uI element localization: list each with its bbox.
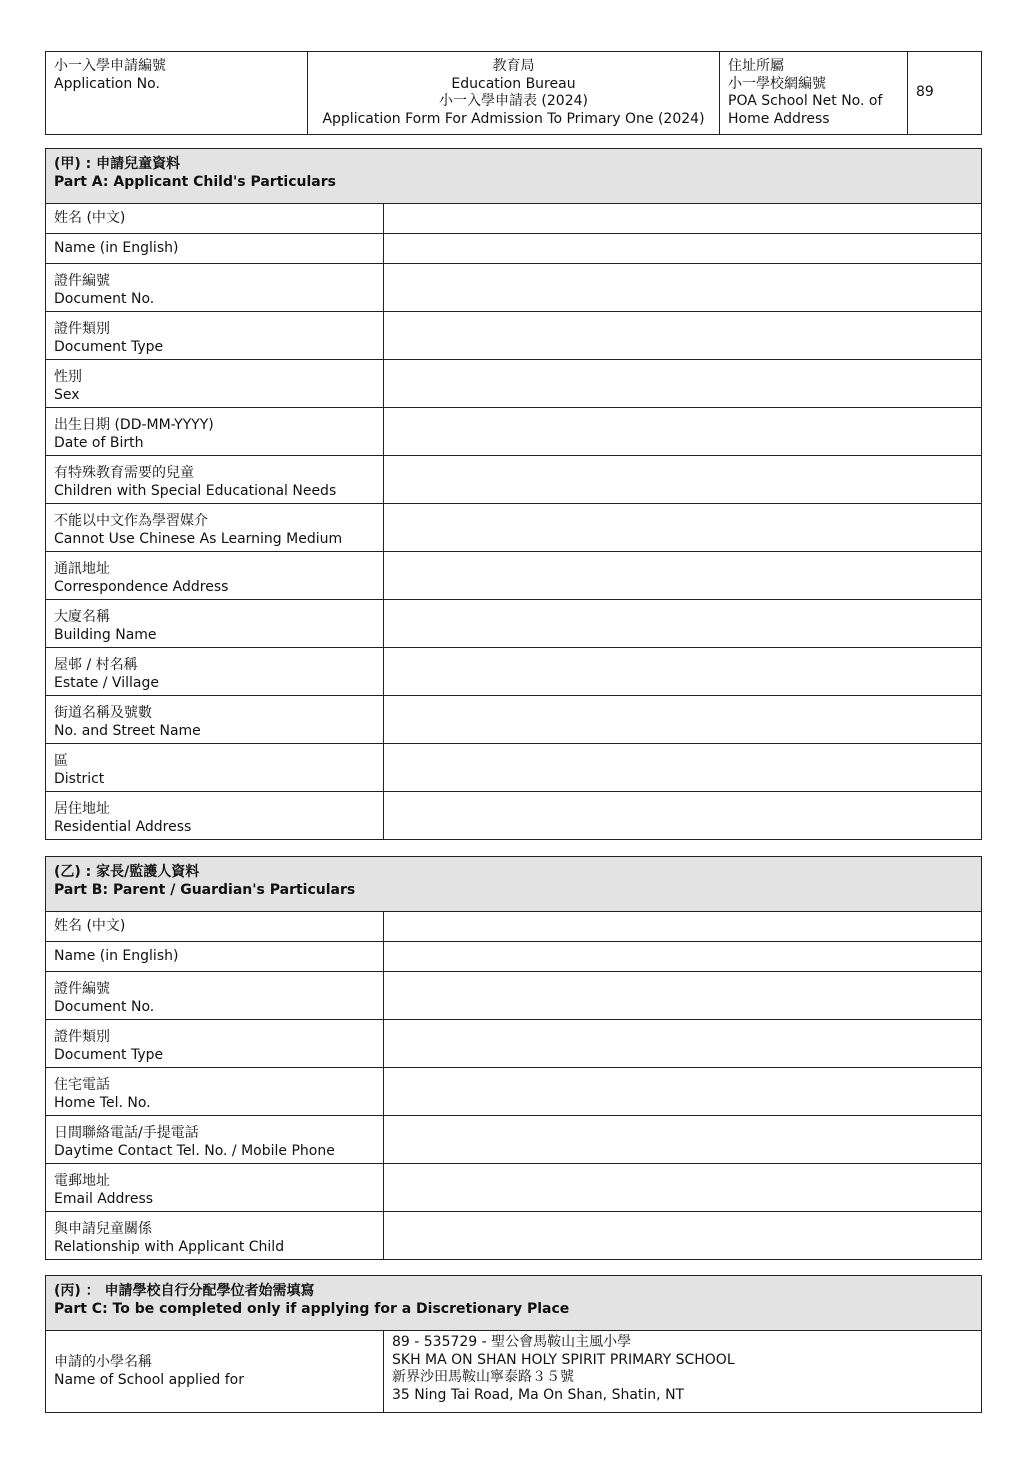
part-a-row-medium <box>45 504 982 552</box>
row-label-zh: 屋邨 / 村名稱 <box>54 657 138 673</box>
guardian-name-en-field[interactable] <box>384 942 981 971</box>
form-header <box>45 51 982 135</box>
part-a-row-street <box>45 696 982 744</box>
row-label <box>46 408 384 455</box>
row-label-zh: 證件類別 <box>54 1029 110 1045</box>
part-b-row-name-en <box>45 942 982 972</box>
school-address-zh: 新界沙田馬鞍山寧泰路３５號 <box>392 1369 574 1385</box>
part-a-row-name-zh <box>45 204 982 234</box>
school-name-en: SKH MA ON SHAN HOLY SPIRIT PRIMARY SCHOOL <box>392 1351 735 1368</box>
school-net-label-en2: Home Address <box>728 110 830 127</box>
row-label <box>46 360 384 407</box>
row-label-zh: 性別 <box>54 369 82 385</box>
name-zh-field[interactable] <box>384 204 981 233</box>
part-c-title-en: Part C: To be completed only if applying for a Discretionary Place <box>54 1301 570 1317</box>
guardian-name-zh-field[interactable] <box>384 912 981 941</box>
guardian-document-type-field[interactable] <box>384 1020 981 1067</box>
row-label <box>46 912 384 941</box>
row-label-en: Residential Address <box>54 818 192 835</box>
row-label <box>46 600 384 647</box>
row-label <box>46 648 384 695</box>
application-no-cell <box>46 52 308 134</box>
part-a-row-estate <box>45 648 982 696</box>
school-applied-value <box>384 1331 981 1412</box>
part-b-row-relationship <box>45 1212 982 1260</box>
row-label-zh: 街道名稱及號數 <box>54 705 152 721</box>
row-label-en: Children with Special Educational Needs <box>54 482 337 499</box>
guardian-document-no-field[interactable] <box>384 972 981 1019</box>
part-c-row-school <box>45 1331 982 1413</box>
row-label-en: Document Type <box>54 338 164 355</box>
row-label-zh: 證件編號 <box>54 981 110 997</box>
estate-village-field[interactable] <box>384 648 981 695</box>
row-label <box>46 312 384 359</box>
row-label-zh: 區 <box>54 753 68 769</box>
school-address-en: 35 Ning Tai Road, Ma On Shan, Shatin, NT <box>392 1386 685 1403</box>
relationship-field[interactable] <box>384 1212 981 1259</box>
row-label-zh: 大廈名稱 <box>54 609 110 625</box>
part-c-title-zh: (丙) ： 申請學校自行分配學位者始需填寫 <box>54 1283 315 1299</box>
row-label-en: Name (in English) <box>54 239 179 256</box>
part-a-row-building <box>45 600 982 648</box>
form-title-cell <box>308 52 720 134</box>
row-label-zh: 姓名 (中文) <box>54 917 126 934</box>
part-a-row-doc-type <box>45 312 982 360</box>
row-label-zh: 與申請兒童關係 <box>54 1221 152 1237</box>
row-label-en: Correspondence Address <box>54 578 229 595</box>
learning-medium-field[interactable] <box>384 504 981 551</box>
part-a-row-name-en <box>45 234 982 264</box>
part-a-row-corr-address <box>45 552 982 600</box>
row-label <box>46 696 384 743</box>
row-label-en: No. and Street Name <box>54 722 201 739</box>
building-name-field[interactable] <box>384 600 981 647</box>
row-label <box>46 1212 384 1259</box>
part-b-row-email <box>45 1164 982 1212</box>
school-net-label-en1: POA School Net No. of <box>728 93 883 109</box>
row-label-zh: 不能以中文作為學習媒介 <box>54 513 208 529</box>
form-title-en: Application Form For Admission To Primary One (2024) <box>322 110 705 127</box>
part-b-row-doc-no <box>45 972 982 1020</box>
form-title-zh: 小一入學申請表 (2024) <box>438 93 588 109</box>
row-label-en: Document No. <box>54 290 155 307</box>
sex-field[interactable] <box>384 360 981 407</box>
row-label-en: Home Tel. No. <box>54 1094 151 1111</box>
row-label <box>46 1068 384 1115</box>
row-label-en: Document Type <box>54 1046 164 1063</box>
document-no-field[interactable] <box>384 264 981 311</box>
part-a-title <box>45 148 982 204</box>
name-en-field[interactable] <box>384 234 981 263</box>
row-label-zh: 出生日期 (DD-MM-YYYY) <box>54 417 214 433</box>
correspondence-address-field[interactable] <box>384 552 981 599</box>
school-net-value: 89 <box>916 84 934 101</box>
row-label-zh: 證件編號 <box>54 273 110 289</box>
part-b-row-name-zh <box>45 912 982 942</box>
row-label-en: District <box>54 770 105 787</box>
part-b-title <box>45 856 982 912</box>
row-label-en: Sex <box>54 386 80 403</box>
part-a-title-zh: (甲) : 申請兒童資料 <box>54 156 181 172</box>
row-label-en: Cannot Use Chinese As Learning Medium <box>54 530 343 547</box>
row-label-zh: 居住地址 <box>54 801 110 817</box>
row-label <box>46 942 384 971</box>
row-label <box>46 792 384 839</box>
school-label-zh: 申請的小學名稱 <box>54 1354 152 1370</box>
row-label-en: Document No. <box>54 998 155 1015</box>
part-a-row-residential <box>45 792 982 840</box>
row-label <box>46 456 384 503</box>
application-no-label-zh: 小一入學申請編號 <box>54 58 166 74</box>
row-label-en: Estate / Village <box>54 674 159 691</box>
part-c-title <box>45 1275 982 1331</box>
row-label <box>46 1331 384 1412</box>
part-a-row-doc-no <box>45 264 982 312</box>
part-a-section <box>45 148 982 840</box>
part-b-title-en: Part B: Parent / Guardian's Particulars <box>54 882 356 898</box>
date-of-birth-field[interactable] <box>384 408 981 455</box>
sen-field[interactable] <box>384 456 981 503</box>
part-a-row-dob <box>45 408 982 456</box>
district-field[interactable] <box>384 744 981 791</box>
part-b-row-home-tel <box>45 1068 982 1116</box>
row-label-zh: 姓名 (中文) <box>54 209 126 226</box>
mobile-phone-field[interactable] <box>384 1116 981 1163</box>
email-field[interactable] <box>384 1164 981 1211</box>
row-label <box>46 504 384 551</box>
row-label-en: Building Name <box>54 626 157 643</box>
row-label-zh: 通訊地址 <box>54 561 110 577</box>
part-b-row-mobile <box>45 1116 982 1164</box>
part-b-title-zh: (乙) : 家長/監護人資料 <box>54 864 200 880</box>
bureau-name-zh: 教育局 <box>492 58 535 74</box>
row-label-en: Daytime Contact Tel. No. / Mobile Phone <box>54 1142 335 1159</box>
school-net-label-zh2: 小一學校網編號 <box>728 75 826 92</box>
street-field[interactable] <box>384 696 981 743</box>
school-code-name-zh: 89 - 535729 - 聖公會馬鞍山主風小學 <box>392 1334 632 1350</box>
bureau-name-en: Education Bureau <box>451 75 576 92</box>
part-c-section <box>45 1275 982 1413</box>
row-label-en: Date of Birth <box>54 434 144 451</box>
row-label-en: Email Address <box>54 1190 154 1207</box>
part-b-row-doc-type <box>45 1020 982 1068</box>
school-net-label-zh1: 住址所屬 <box>728 58 784 74</box>
row-label <box>46 264 384 311</box>
row-label-en: Relationship with Applicant Child <box>54 1238 285 1255</box>
home-tel-field[interactable] <box>384 1068 981 1115</box>
part-a-row-district <box>45 744 982 792</box>
document-type-field[interactable] <box>384 312 981 359</box>
row-label-en: Name (in English) <box>54 947 179 964</box>
part-a-row-sen <box>45 456 982 504</box>
row-label <box>46 1020 384 1067</box>
part-b-section <box>45 856 982 1260</box>
row-label-zh: 住宅電話 <box>54 1077 110 1093</box>
row-label-zh: 電郵地址 <box>54 1173 110 1189</box>
row-label-zh: 有特殊教育需要的兒童 <box>54 465 194 481</box>
row-label <box>46 744 384 791</box>
application-no-label-en: Application No. <box>54 75 160 92</box>
row-label-zh: 日間聯絡電話/手提電話 <box>54 1125 199 1141</box>
row-label-zh: 證件類別 <box>54 321 110 337</box>
row-label <box>46 204 384 233</box>
school-net-label-cell <box>720 52 908 134</box>
row-label <box>46 1116 384 1163</box>
school-label-en: Name of School applied for <box>54 1371 244 1388</box>
row-label <box>46 234 384 263</box>
row-label <box>46 552 384 599</box>
row-label <box>46 1164 384 1211</box>
part-a-row-sex <box>45 360 982 408</box>
part-a-title-en: Part A: Applicant Child's Particulars <box>54 174 336 190</box>
row-label <box>46 972 384 1019</box>
residential-address-field[interactable] <box>384 792 981 839</box>
